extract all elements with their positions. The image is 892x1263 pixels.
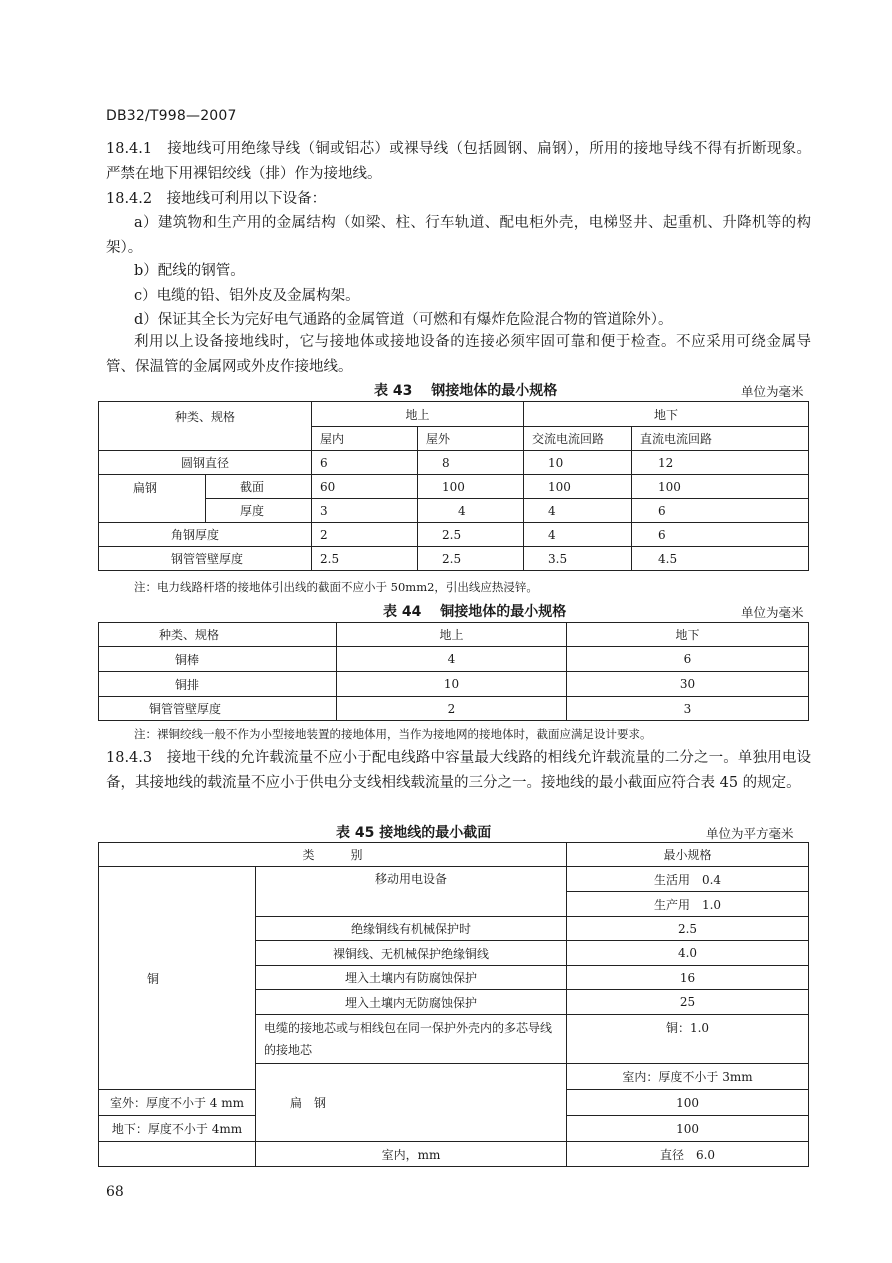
table-43-angle-label: 角钢厚度 (99, 523, 312, 547)
table-43-note: 注：电力线路杆塔的接地体引出线的截面不应小于 50mm2，引出线应热浸锌。 (134, 580, 538, 594)
table-cell (99, 1142, 256, 1167)
table-45-unit: 单位为平方毫米 (706, 826, 794, 841)
table-44-header-below: 地下 (567, 623, 809, 647)
list-item-a: a）建筑物和生产用的金属结构（如梁、柱、行车轨道、配电柜外壳，电梯竖井、起重机、升降机等的构架）。 (106, 215, 811, 256)
table-43-round-label: 圆钢直径 (99, 451, 312, 475)
table-44-header-kind: 种类、规格 (99, 623, 337, 647)
table-45-header-category: 类 别 (99, 843, 567, 867)
table-45-row-label: 埋入土壤内有防腐蚀保护 (256, 966, 567, 990)
table-43-header-indoor: 屋内 (312, 427, 418, 451)
table-43-section-label: 截面 (206, 475, 312, 499)
table-row (99, 867, 809, 892)
table-45-copper-label: 铜 (99, 867, 256, 1090)
page-number: 68 (106, 1184, 124, 1200)
table-43-flat-label: 扁钢 (99, 475, 206, 523)
table-cell: 2 (337, 697, 567, 721)
table-cell: 100 (632, 475, 809, 499)
list-item-b: b）配线的钢管。 (134, 263, 245, 279)
table-45-row-label: 裸铜线、无机械保护绝缘铜线 (256, 941, 567, 966)
table-cell: 8 (418, 451, 524, 475)
table-cell: 3.5 (524, 547, 632, 571)
table-cell: 100 (524, 475, 632, 499)
table-row (99, 697, 809, 721)
table-45 (98, 842, 809, 1167)
table-45-row-label: 绝缘铜线有机械保护时 (256, 917, 567, 941)
paragraph-after-list: 利用以上设备接地线时，它与接地体或接地设备的连接必须牢固可靠和便于检查。不应采用可绕金属导管、保温管的金属网或外皮作接地线。 (106, 334, 811, 375)
table-45-row-label: 地下：厚度不小于 4mm (99, 1116, 256, 1142)
table-45-caption: 表 45 接地线的最小截面 (336, 825, 492, 841)
table-45-header-min: 最小规格 (567, 843, 809, 867)
table-43-thick-label: 厚度 (206, 499, 312, 523)
table-row (99, 475, 809, 499)
table-cell: 100 (418, 475, 524, 499)
table-45-mobile-label: 移动用电设备 (256, 867, 567, 917)
table-cell: 12 (632, 451, 809, 475)
table-row (99, 647, 809, 672)
clause-18-4-1: 18.4.1 接地线可用绝缘导线（铜或铝芯）或裸导线（包括圆钢、扁钢），所用的接地导线不得有折断现象。严禁在地下用裸铝绞线（排）作为接地线。 (106, 141, 811, 182)
table-cell: 6 (632, 499, 809, 523)
table-45-row-label: 室内：厚度不小于 3mm (567, 1064, 809, 1090)
table-43-header-dc: 直流电流回路 (632, 427, 809, 451)
table-cell: 10 (337, 672, 567, 697)
table-43-pipe-label: 钢管管壁厚度 (99, 547, 312, 571)
table-cell: 6 (312, 451, 418, 475)
table-row (99, 451, 809, 475)
table-cell: 2.5 (418, 523, 524, 547)
table-cell: 25 (567, 990, 809, 1015)
table-43-header-ac: 交流电流回路 (524, 427, 632, 451)
table-45-row-label: 室外：厚度不小于 4 mm (99, 1090, 256, 1116)
list-item-c: c）电缆的铅、铝外皮及金属构架。 (134, 288, 360, 304)
table-cell: 2.5 (418, 547, 524, 571)
table-cell: 2 (312, 523, 418, 547)
table-cell: 100 (567, 1090, 809, 1116)
table-cell: 4.5 (632, 547, 809, 571)
document-code: DB32/T998—2007 (106, 108, 237, 124)
table-43-header-below: 地下 (524, 402, 809, 427)
table-cell: 2.5 (312, 547, 418, 571)
table-45-row-label: 埋入土壤内无防腐蚀保护 (256, 990, 567, 1015)
table-cell: 3 (312, 499, 418, 523)
table-43-header-above: 地上 (312, 402, 524, 427)
table-row (99, 672, 809, 697)
table-45-cable-label: 电缆的接地芯或与相线包在同一保护外壳内的多芯导线的接地芯 (256, 1015, 567, 1064)
table-44-note: 注：裸铜绞线一般不作为小型接地装置的接地体用，当作为接地网的接地体时，截面应满足设计要求。 (134, 727, 652, 741)
table-43 (98, 401, 809, 571)
table-43-header-outdoor: 屋外 (418, 427, 524, 451)
clause-18-4-2: 18.4.2 接地线可利用以下设备： (106, 191, 327, 207)
table-44-row-label: 铜棒 (99, 647, 337, 672)
table-44-header-above: 地上 (337, 623, 567, 647)
table-cell: 60 (312, 475, 418, 499)
table-cell: 生产用 1.0 (567, 892, 809, 917)
table-cell: 2.5 (567, 917, 809, 941)
table-row (99, 523, 809, 547)
table-45-flat-label: 扁 钢 (256, 1064, 567, 1142)
table-44-row-label: 铜管管壁厚度 (99, 697, 337, 721)
table-row (99, 1142, 809, 1167)
table-cell: 16 (567, 966, 809, 990)
table-row (99, 499, 809, 523)
table-cell: 铜：1.0 (567, 1015, 809, 1064)
table-row (99, 547, 809, 571)
table-43-caption: 表 43 钢接地体的最小规格 (374, 383, 558, 399)
table-43-header-kind: 种类、规格 (99, 402, 312, 451)
table-cell: 4 (524, 499, 632, 523)
table-43-unit: 单位为毫米 (741, 384, 804, 399)
table-cell: 30 (567, 672, 809, 697)
list-item-d: d）保证其全长为完好电气通路的金属管道（可燃和有爆炸危险混合物的管道除外）。 (134, 312, 673, 328)
table-44-row-label: 铜排 (99, 672, 337, 697)
table-cell: 10 (524, 451, 632, 475)
table-cell: 4 (418, 499, 524, 523)
table-cell: 100 (567, 1116, 809, 1142)
table-44-caption: 表 44 铜接地体的最小规格 (383, 604, 567, 620)
table-44-unit: 单位为毫米 (741, 605, 804, 620)
table-44 (98, 622, 809, 721)
table-cell: 4 (524, 523, 632, 547)
clause-18-4-3: 18.4.3 接地干线的允许载流量不应小于配电线路中容量最大线路的相线允许载流量的二分之一。单独用电设备，其接地线的载流量不应小于供电分支线相线载流量的三分之一。接地线的最小截面应符合表 45 的规定。 (106, 750, 811, 791)
table-cell: 4 (337, 647, 567, 672)
table-cell: 6 (567, 647, 809, 672)
table-cell: 3 (567, 697, 809, 721)
table-cell: 6 (632, 523, 809, 547)
table-45-row-label: 室内，mm (256, 1142, 567, 1167)
table-cell: 生活用 0.4 (567, 867, 809, 892)
table-cell: 直径 6.0 (567, 1142, 809, 1167)
table-cell: 4.0 (567, 941, 809, 966)
